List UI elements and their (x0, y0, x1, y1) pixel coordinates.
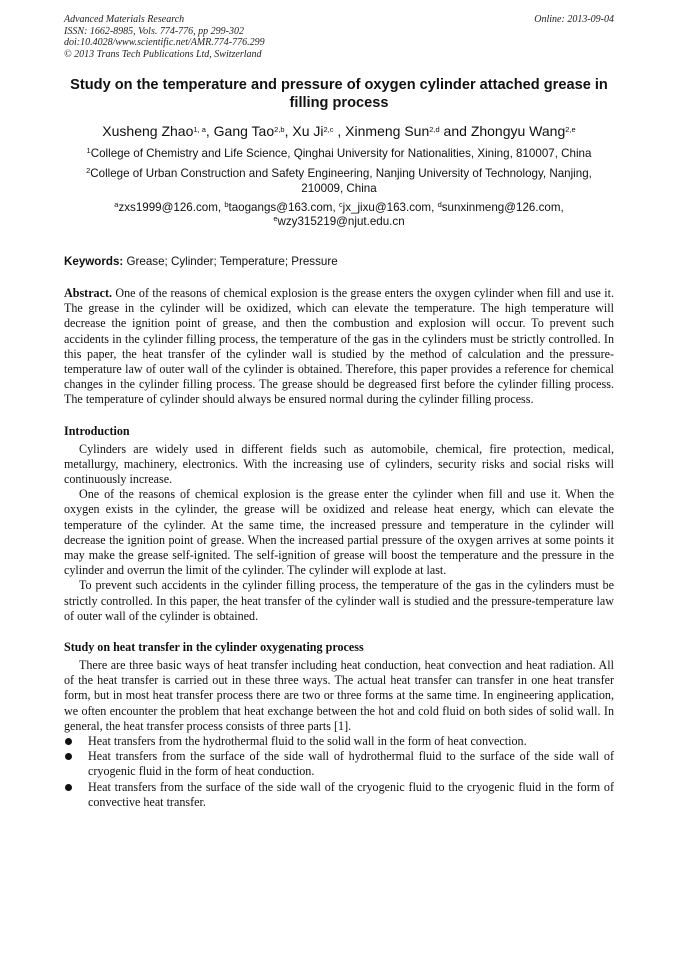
email-separator: , (431, 201, 438, 214)
email-superscript: e (273, 214, 278, 223)
affiliation-text: College of Chemistry and Life Science, Qinghai University for Nationalities, Xining, 810007, China (90, 147, 592, 160)
journal-name: Advanced Materials Research (64, 14, 185, 25)
email-separator: , (217, 201, 225, 214)
affiliation-number: 2 (86, 166, 91, 175)
author-name: Xu Ji (292, 123, 324, 139)
email-address[interactable]: jx_jixu@163.com (342, 201, 432, 214)
section-heading-heat-transfer: Study on heat transfer in the cylinder oxygenating process (64, 640, 364, 655)
list-item (64, 749, 614, 779)
abstract-text: One of the reasons of chemical explosion is the grease enters the oxygen cylinder when fill and use it. The grease in the cylinder will be oxidized, which can elevate the temperature. The high temperature will decrease the ignition point of grease, and then the combustion and explosion will occur. To prevent such accidents in the cylinder filling process, the temperature of the gas in the cylinders must be strictly controlled. In this paper, the heat transfer of the cylinder wall is studied by the method of calculation and the pressure-temperature law of outer wall of the cylinder is obtained. Therefore, this paper provides a reference for chemical changes in the cylinder filling process. The grease should be degreased first before the cylinder filling process. The temperature of cylinder should always be ensured normal during the cylinder filling process. (64, 286, 614, 407)
author-superscript: 2,c (323, 125, 334, 134)
author-name: Xusheng Zhao (102, 123, 194, 139)
issn-line: ISSN: 1662-8985, Vols. 774-776, pp 299-302 (64, 25, 244, 37)
affiliation-text: College of Urban Construction and Safety Engineering, Nanjing University of Technology, Nanjing, 210009, China (90, 167, 592, 195)
author-name: Gang Tao (213, 123, 275, 139)
affiliation (64, 146, 614, 161)
affiliation-number: 1 (86, 146, 91, 155)
online-date: Online: 2013-09-04 (534, 14, 614, 25)
bullet-icon (65, 753, 72, 760)
list-item-text: Heat transfers from the surface of the side wall of the cryogenic fluid to the cryogenic fluid in the form of convective heat transfer. (88, 779, 614, 809)
paper-title: Study on the temperature and pressure of oxygen cylinder attached grease in filling process (70, 77, 608, 111)
email-superscript: b (224, 200, 229, 209)
email-list (64, 201, 614, 229)
author-separator: , (284, 123, 293, 139)
keywords-text: Grease; Cylinder; Temperature; Pressure (126, 255, 338, 268)
author-superscript: 1, a (193, 125, 206, 134)
list-item-text: Heat transfers from the hydrothermal fluid to the solid wall in the form of heat convection. (88, 734, 527, 749)
email-superscript: d (437, 200, 442, 209)
journal-header (64, 14, 614, 60)
email-address[interactable]: sunxinmeng@126.com (441, 201, 561, 214)
bullet-icon (65, 784, 72, 791)
list-item (64, 734, 614, 749)
abstract-paragraph (64, 286, 614, 408)
list-item (64, 780, 614, 810)
body-paragraph: One of the reasons of chemical explosion is the grease enter the cylinder when fill and use it. When the oxygen exists in the cylinder, the grease will be oxidized and release heat energy, which can elevate the temperature of the cylinder. At the same time, the increased pressure and temperature in the cylinder will decrease the ignition point of grease. When the increased partial pressure of the oxygen arrives at some points it may make the grease self-ignited. The self-ignition of grease will boost the temperature and the pressure in the cylinder and overrun the limit of the cylinder. The cylinder will explode at last. (64, 487, 614, 578)
author-list (64, 122, 614, 140)
abstract-label: Abstract. (64, 286, 113, 300)
author-superscript: 2,b (274, 125, 285, 134)
body-paragraph: Cylinders are widely used in different fields such as automobile, chemical, fire protection, medical, metallurgy, machinery, electronics. With the increasing use of cylinders, security risks and social risks will continuously increase. (64, 441, 614, 487)
author-separator: , (205, 123, 214, 139)
email-address[interactable]: wzy315219@njut.edu.cn (277, 215, 405, 228)
section-heading-introduction: Introduction (64, 423, 130, 438)
email-address[interactable]: zxs1999@126.com (118, 201, 218, 214)
copyright-line: © 2013 Trans Tech Publications Ltd, Switzerland (64, 48, 262, 60)
email-address[interactable]: taogangs@163.com (228, 201, 333, 214)
author-name: Zhongyu Wang (470, 123, 566, 139)
list-item-text: Heat transfers from the surface of the side wall of hydrothermal fluid to the surface of the side wall of cryogenic fluid in the form of heat conduction. (88, 749, 614, 779)
author-separator: , (333, 123, 346, 139)
keywords-label: Keywords: (64, 255, 124, 268)
email-separator: , (332, 201, 339, 214)
author-superscript: 2,e (565, 125, 576, 134)
bullet-list (64, 734, 614, 810)
bullet-icon (65, 738, 72, 745)
author-separator: and (439, 123, 471, 139)
email-superscript: a (114, 200, 119, 209)
paper-page (64, 14, 614, 810)
affiliation (64, 166, 614, 196)
keywords-line (64, 255, 614, 269)
author-name: Xinmeng Sun (345, 123, 430, 139)
author-superscript: 2,d (429, 125, 440, 134)
body-paragraph: To prevent such accidents in the cylinder filling process, the temperature of the gas in the cylinders must be strictly controlled. In this paper, the heat transfer of the cylinder wall is studied and the pressure-temperature law of outer wall of the cylinder is obtained. (64, 578, 614, 623)
doi-line: doi:10.4028/www.scientific.net/AMR.774-776.299 (64, 37, 265, 48)
email-superscript: c (338, 200, 343, 209)
body-paragraph: There are three basic ways of heat transfer including heat conduction, heat convection and heat radiation. All of the heat transfer is carried out in these three ways. The actual heat transfer can transfer in one heat transfer form, but in most heat transfer process there are two or three forms at the same time. In engineering application, we often encounter the problem that heat exchange between the hot and cold fluid on both sides of solid wall. In general, the heat transfer process consists of three parts [1]. (64, 658, 614, 733)
email-separator: , (560, 201, 564, 214)
